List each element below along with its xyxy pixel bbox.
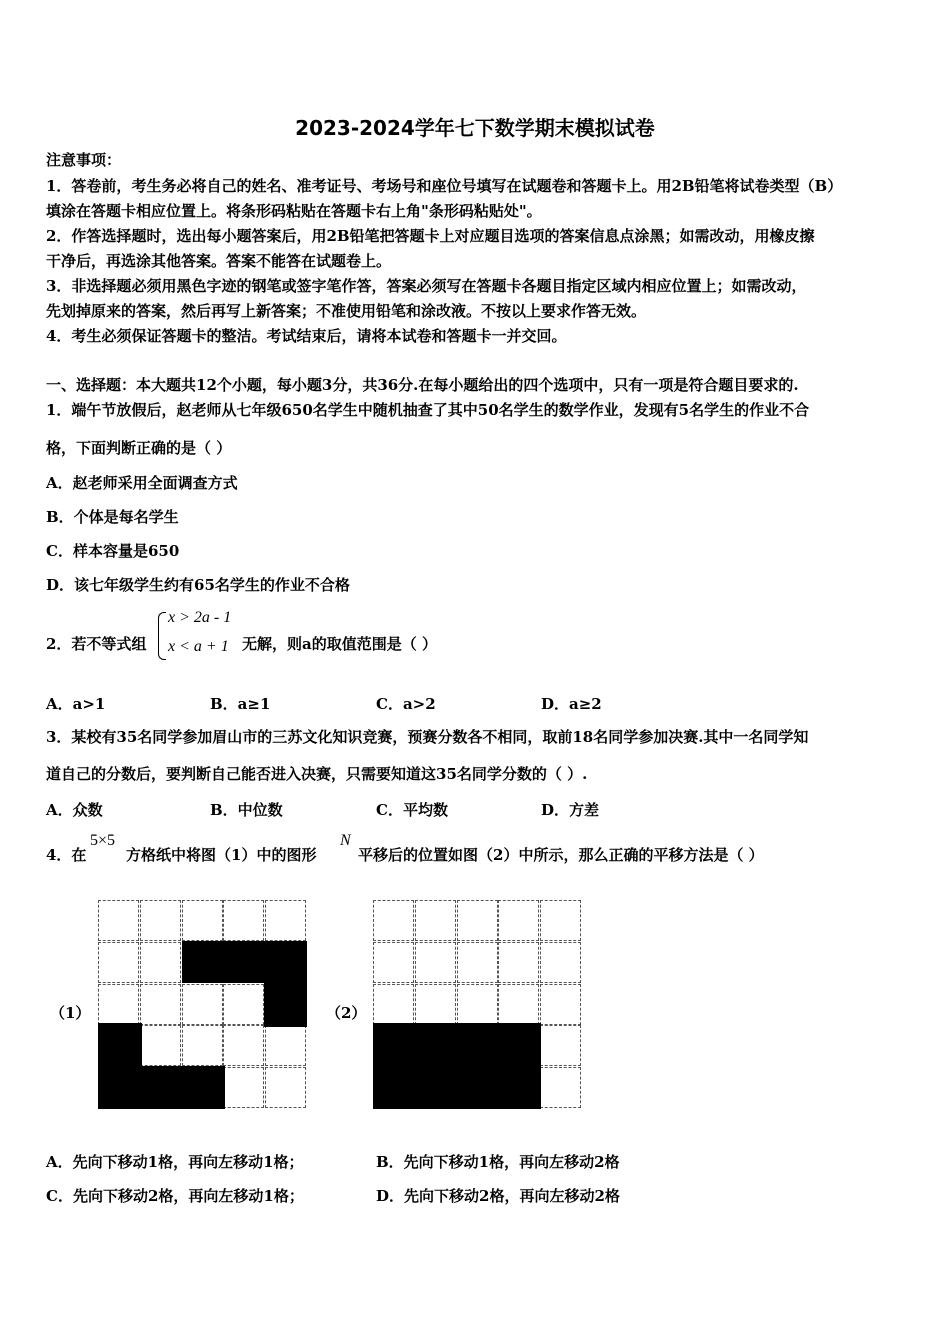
- q3-option-d: D．方差: [541, 801, 600, 819]
- inequality-2: x < a + 1: [168, 638, 229, 655]
- grid-cell: [457, 942, 498, 983]
- grid-cell: [223, 1067, 264, 1108]
- grid-cell: [540, 984, 581, 1025]
- grid-cell: [98, 900, 139, 941]
- grid-cell: [373, 984, 414, 1025]
- notice-line: 先划掉原来的答案，然后再写上新答案；不准使用铅笔和涂改液。不按以上要求作答无效。: [46, 302, 647, 320]
- grid-cell: [373, 900, 414, 941]
- grid-cell: [182, 984, 223, 1025]
- grid-cell: [540, 1025, 581, 1066]
- q2-stem: 2．若不等式组: [46, 635, 147, 653]
- shape-part: [264, 941, 307, 1027]
- notice-line: 3．非选择题必须用黑色字迹的钢笔或签字笔作答，答案必须写在答题卡各题目指定区域内相应位置上；如需改动，: [46, 277, 807, 295]
- notice-heading: 注意事项：: [46, 151, 122, 169]
- grid-cell: [457, 984, 498, 1025]
- shape-part: [98, 1066, 225, 1109]
- inequality-1: x > 2a - 1: [168, 609, 232, 626]
- q2-stem-suffix: 无解，则a的取值范围是（ ）: [242, 635, 437, 653]
- grid-cell: [182, 900, 223, 941]
- q3-option-a: A．众数: [46, 801, 103, 819]
- q2-option-b: B．a≥1: [210, 695, 271, 713]
- grid-cell: [140, 900, 181, 941]
- page-title: 2023-2024学年七下数学期末模拟试卷: [295, 116, 655, 140]
- grid-cell: [265, 900, 306, 941]
- notice-line: 1．答卷前，考生务必将自己的姓名、准考证号、考场号和座位号填写在试题卷和答题卡上。用2B铅笔将试卷类型（B）: [46, 177, 843, 195]
- grid-cell: [457, 900, 498, 941]
- q1-stem: 1．端午节放假后，赵老师从七年级650名学生中随机抽查了其中50名学生的数学作业，发现有5名学生的作业不合: [46, 401, 810, 419]
- figure-label-1: （1）: [50, 1004, 91, 1022]
- section-heading: 一、选择题：本大题共12个小题，每小题3分，共36分.在每小题给出的四个选项中，只有一项是符合题目要求的.: [46, 376, 799, 394]
- q1-option-a: A．赵老师采用全面调查方式: [46, 474, 238, 492]
- shape-moved: [373, 1023, 541, 1109]
- shape-n: N: [340, 832, 351, 849]
- grid-cell: [373, 942, 414, 983]
- grid-cell: [265, 1025, 306, 1066]
- grid-cell: [498, 984, 539, 1025]
- grid-cell: [98, 942, 139, 983]
- notice-line: 4．考生必须保证答题卡的整洁。考试结束后，请将本试卷和答题卡一并交回。: [46, 327, 567, 345]
- q3-option-b: B．中位数: [210, 801, 283, 819]
- q4-option-a: A．先向下移动1格，再向左移动1格；: [46, 1153, 304, 1171]
- q3-stem: 道自己的分数后，要判断自己能否进入决赛，只需要知道这35名同学分数的（ ）.: [46, 765, 588, 783]
- grid-cell: [540, 942, 581, 983]
- grid-cell: [415, 942, 456, 983]
- grid-cell: [223, 1025, 264, 1066]
- figure-label-2: （2）: [326, 1004, 367, 1022]
- q2-option-c: C．a>2: [376, 695, 436, 713]
- brace: [158, 612, 166, 660]
- q2-option-d: D．a≥2: [541, 695, 602, 713]
- grid-size: 5×5: [90, 832, 116, 849]
- q4-option-c: C．先向下移动2格，再向左移动1格；: [46, 1187, 304, 1205]
- q4-option-b: B．先向下移动1格，再向左移动2格: [376, 1153, 620, 1171]
- q1-option-d: D．该七年级学生约有65名学生的作业不合格: [46, 576, 350, 594]
- grid-cell: [498, 942, 539, 983]
- q4-stem: 4．在: [46, 846, 87, 864]
- grid-cell: [223, 900, 264, 941]
- grid-cell: [140, 984, 181, 1025]
- notice-line: 填涂在答题卡相应位置上。将条形码粘贴在答题卡右上角"条形码粘贴处"。: [46, 202, 542, 220]
- grid-cell: [415, 900, 456, 941]
- q4-option-d: D．先向下移动2格，再向左移动2格: [376, 1187, 620, 1205]
- notice-line: 2．作答选择题时，选出每小题答案后，用2B铅笔把答题卡上对应题目选项的答案信息点涂黑；如需改动，用橡皮擦: [46, 227, 815, 245]
- notice-line: 干净后，再选涂其他答案。答案不能答在试题卷上。: [46, 252, 392, 270]
- q2-option-a: A．a>1: [46, 695, 106, 713]
- q3-option-c: C．平均数: [376, 801, 448, 819]
- grid-cell: [540, 900, 581, 941]
- q4-stem: 平移后的位置如图（2）中所示，那么正确的平移方法是（ ）: [358, 846, 764, 864]
- grid-cell: [415, 984, 456, 1025]
- q3-stem: 3．某校有35名同学参加眉山市的三苏文化知识竞赛，预赛分数各不相同，取前18名同学参加决赛.其中一名同学知: [46, 728, 809, 746]
- q4-stem: 方格纸中将图（1）中的图形: [126, 846, 317, 864]
- figure-1-grid: [98, 900, 307, 1109]
- q1-option-b: B．个体是每名学生: [46, 508, 179, 526]
- grid-cell: [182, 1025, 223, 1066]
- q1-stem: 格，下面判断正确的是（ ）: [46, 439, 232, 457]
- grid-cell: [223, 984, 264, 1025]
- figure-2-grid: [373, 900, 582, 1109]
- grid-cell: [98, 984, 139, 1025]
- grid-cell: [498, 900, 539, 941]
- grid-cell: [140, 1025, 181, 1066]
- grid-cell: [265, 1067, 306, 1108]
- q1-option-c: C．样本容量是650: [46, 542, 180, 560]
- grid-cell: [140, 942, 181, 983]
- grid-cell: [540, 1067, 581, 1108]
